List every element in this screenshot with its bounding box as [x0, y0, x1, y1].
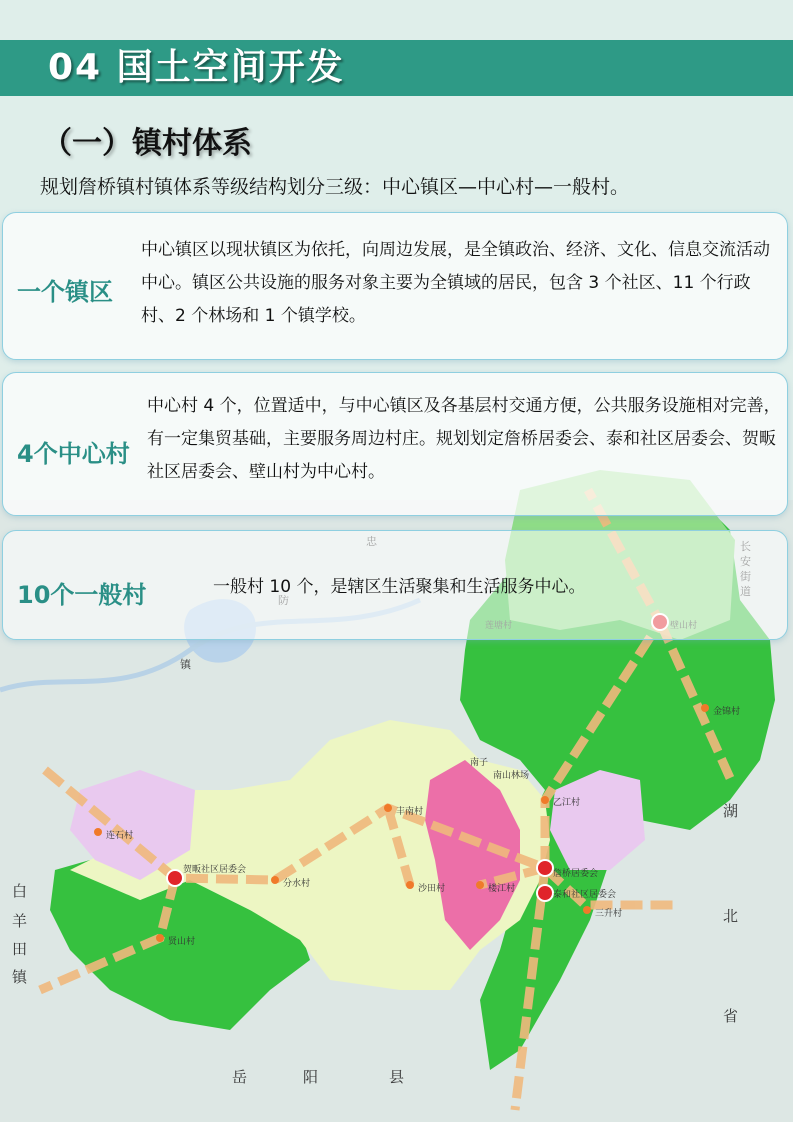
taihe-label: 泰和社区居委会 [553, 890, 617, 900]
hubei-label-2: 北 [723, 907, 739, 925]
lingjiang-label: 楼江村 [488, 884, 516, 894]
general-village-panel-text: 一般村 10 个，是辖区生活聚集和生活服务中心。 [213, 577, 586, 597]
sanshan-label: 三升村 [595, 909, 623, 919]
general-village-panel [2, 530, 788, 640]
section-intro: 规划詹桥镇村镇体系等级结构划分三级：中心镇区—中心村—一般村。 [40, 176, 630, 198]
baiyang-label-3: 田 [12, 940, 28, 958]
town-panel [2, 212, 788, 360]
general-village-panel-label: 10个一般村 [17, 581, 147, 609]
hubei-label-3: 省 [723, 1007, 739, 1025]
central-village-panel-text: 中心村 4 个，位置适中，与中心镇区及各基层村交通方便，公共服务设施相对完善，有一定集贸基础，主要服务周边村庄。规划划定詹桥居委会、泰和社区居委会、贺畈社区居委会、壁山村为中心村。 [147, 396, 781, 482]
shatian-label: 沙田村 [418, 884, 446, 894]
town-panel-label: 一个镇区 [17, 278, 113, 306]
yueyang-label-3: 县 [389, 1068, 405, 1086]
baiyang-label-2: 羊 [12, 912, 28, 930]
central-village-panel-label: 4个中心村 [17, 440, 130, 468]
nanshan-label: 南山林场 [493, 771, 530, 781]
zhanqiao-label: 詹桥居委会 [553, 869, 599, 879]
town-panel-text: 中心镇区以现状镇区为依托，向周边发展，是全镇政治、经济、文化、信息交流活动中心。镇区公共设施的服务对象主要为全镇域的居民，包含 3 个社区、11 个行政村、2 个林场和 1 个镇学校。 [141, 240, 770, 326]
fengnan-label: 丰南村 [396, 807, 424, 817]
anjiacun-label: 金锦村 [713, 707, 741, 717]
hefan-label: 贺畈社区居委会 [183, 865, 247, 875]
yijiang-label: 乙江村 [553, 798, 581, 808]
lianshi-label: 连石村 [106, 831, 134, 841]
central-village-panel [2, 372, 788, 516]
page-title: 04 国土空间开发 [48, 47, 345, 88]
hubei-label-1: 湖 [723, 802, 739, 820]
section-title: （一）镇村体系 [42, 126, 252, 161]
baiyang-label-4: 镇 [12, 968, 28, 986]
fenshui-label: 分水村 [283, 879, 311, 889]
baiyang-label-1: 白 [12, 882, 28, 900]
zhen-label: 镇 [180, 658, 191, 671]
yueyang-label-2: 阳 [303, 1068, 319, 1086]
yueyang-label-1: 岳 [232, 1068, 248, 1086]
xianshan-label: 贤山村 [168, 937, 196, 947]
nanzi-label: 南子 [470, 758, 489, 768]
